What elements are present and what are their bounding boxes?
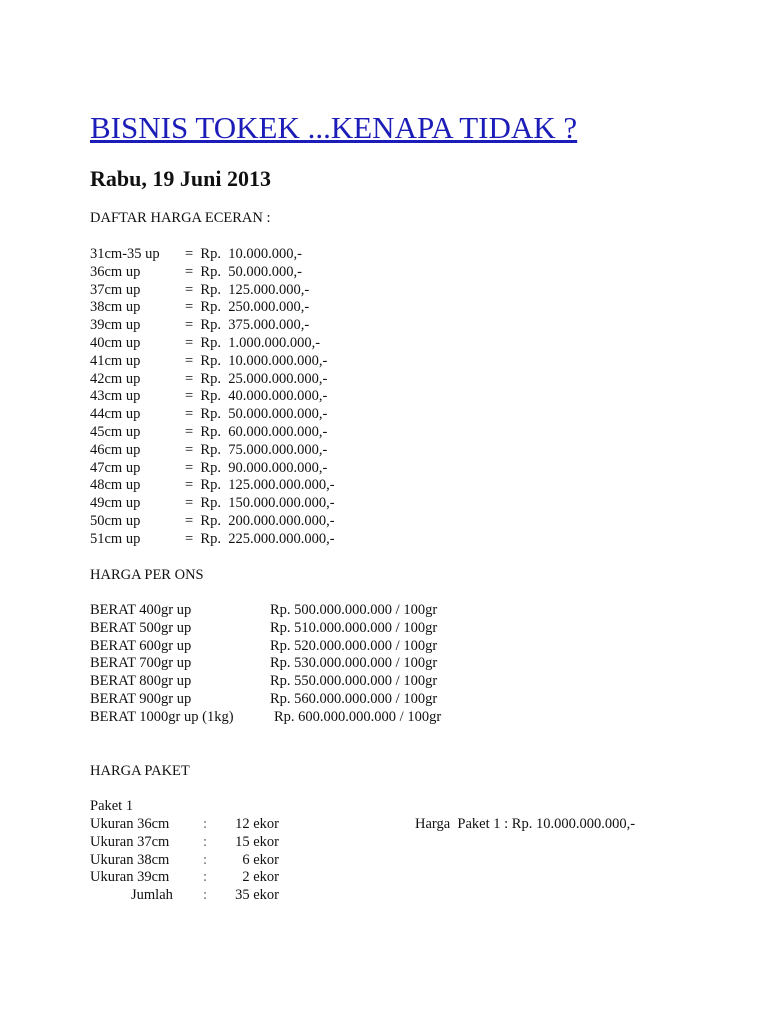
paket-count: 6 ekor <box>242 851 279 868</box>
eceran-size: 41cm up <box>90 352 141 369</box>
paket-size: Jumlah <box>131 887 173 904</box>
eceran-size: 40cm up <box>90 335 141 351</box>
eceran-price: = Rp. 125.000.000.000,- <box>185 477 335 494</box>
paket-count: 15 ekor <box>235 833 279 850</box>
eceran-size: 36cm up <box>90 263 141 280</box>
paket-count: 2 ekor <box>242 869 279 886</box>
eceran-price: = Rp. 40.000.000.000,- <box>185 388 328 405</box>
paket-price: Harga Paket 1 : Rp. 10.000.000.000,- <box>415 816 636 832</box>
eceran-size: 47cm up <box>90 459 141 476</box>
eceran-price: = Rp. 125.000.000,- <box>185 281 310 298</box>
ons-weight: BERAT 800gr up <box>90 673 192 690</box>
paket-size: Ukuran 37cm <box>90 833 170 850</box>
eceran-price: = Rp. 75.000.000.000,- <box>185 441 328 458</box>
paket-colon: : <box>203 816 208 832</box>
paket-heading: HARGA PAKET <box>90 763 190 779</box>
paket-count: 12 ekor <box>235 816 279 832</box>
eceran-size: 39cm up <box>90 317 141 334</box>
eceran-size: 50cm up <box>90 513 141 529</box>
eceran-size: 45cm up <box>90 424 141 440</box>
paket-colon: : <box>203 851 208 868</box>
eceran-price: = Rp. 90.000.000.000,- <box>185 459 328 476</box>
eceran-size: 37cm up <box>90 281 141 298</box>
ons-heading: HARGA PER ONS <box>90 567 204 583</box>
ons-price: Rp. 600.000.000.000 / 100gr <box>274 708 442 725</box>
ons-price: Rp. 560.000.000.000 / 100gr <box>270 691 438 707</box>
eceran-size: 42cm up <box>90 370 141 387</box>
paket-size: Ukuran 36cm <box>90 816 170 832</box>
ons-weight: BERAT 1000gr up (1kg) <box>90 708 234 725</box>
ons-price: Rp. 520.000.000.000 / 100gr <box>270 637 438 654</box>
post-date: Rabu, 19 Juni 2013 <box>90 166 271 191</box>
eceran-price: = Rp. 200.000.000.000,- <box>185 513 335 529</box>
eceran-price: = Rp. 225.000.000.000,- <box>185 530 335 547</box>
eceran-size: 46cm up <box>90 441 141 458</box>
page-title[interactable]: BISNIS TOKEK ...KENAPA TIDAK ? <box>90 110 578 145</box>
ons-price: Rp. 500.000.000.000 / 100gr <box>270 602 438 618</box>
eceran-price: = Rp. 50.000.000,- <box>185 263 302 280</box>
ons-weight: BERAT 900gr up <box>90 691 192 707</box>
eceran-size: 31cm-35 up <box>90 246 160 262</box>
paket-colon: : <box>203 869 208 886</box>
eceran-size: 44cm up <box>90 406 141 423</box>
eceran-price: = Rp. 150.000.000.000,- <box>185 495 335 512</box>
ons-price: Rp. 550.000.000.000 / 100gr <box>270 673 438 690</box>
paket-size: Ukuran 38cm <box>90 851 170 868</box>
ons-weight: BERAT 400gr up <box>90 602 192 618</box>
eceran-size: 38cm up <box>90 299 141 316</box>
eceran-heading: DAFTAR HARGA ECERAN : <box>90 210 271 226</box>
paket-count: 35 ekor <box>235 887 279 904</box>
eceran-size: 49cm up <box>90 495 141 512</box>
paket-colon: : <box>203 833 208 850</box>
eceran-price: = Rp. 50.000.000.000,- <box>185 406 328 423</box>
ons-weight: BERAT 700gr up <box>90 655 192 672</box>
ons-weight: BERAT 500gr up <box>90 619 192 636</box>
paket-size: Ukuran 39cm <box>90 869 170 886</box>
eceran-price: = Rp. 25.000.000.000,- <box>185 370 328 387</box>
eceran-price: = Rp. 1.000.000.000,- <box>185 335 321 351</box>
paket-colon: : <box>203 887 208 904</box>
paket-name: Paket 1 <box>90 798 134 814</box>
ons-price: Rp. 510.000.000.000 / 100gr <box>270 619 438 636</box>
eceran-price: = Rp. 10.000.000.000,- <box>185 352 328 369</box>
ons-price: Rp. 530.000.000.000 / 100gr <box>270 655 438 672</box>
eceran-price: = Rp. 10.000.000,- <box>185 246 302 262</box>
eceran-price: = Rp. 250.000.000,- <box>185 299 310 316</box>
ons-weight: BERAT 600gr up <box>90 637 192 654</box>
eceran-price: = Rp. 60.000.000.000,- <box>185 424 328 440</box>
eceran-size: 43cm up <box>90 388 141 405</box>
eceran-size: 51cm up <box>90 530 141 547</box>
eceran-size: 48cm up <box>90 477 141 494</box>
eceran-price: = Rp. 375.000.000,- <box>185 317 310 334</box>
